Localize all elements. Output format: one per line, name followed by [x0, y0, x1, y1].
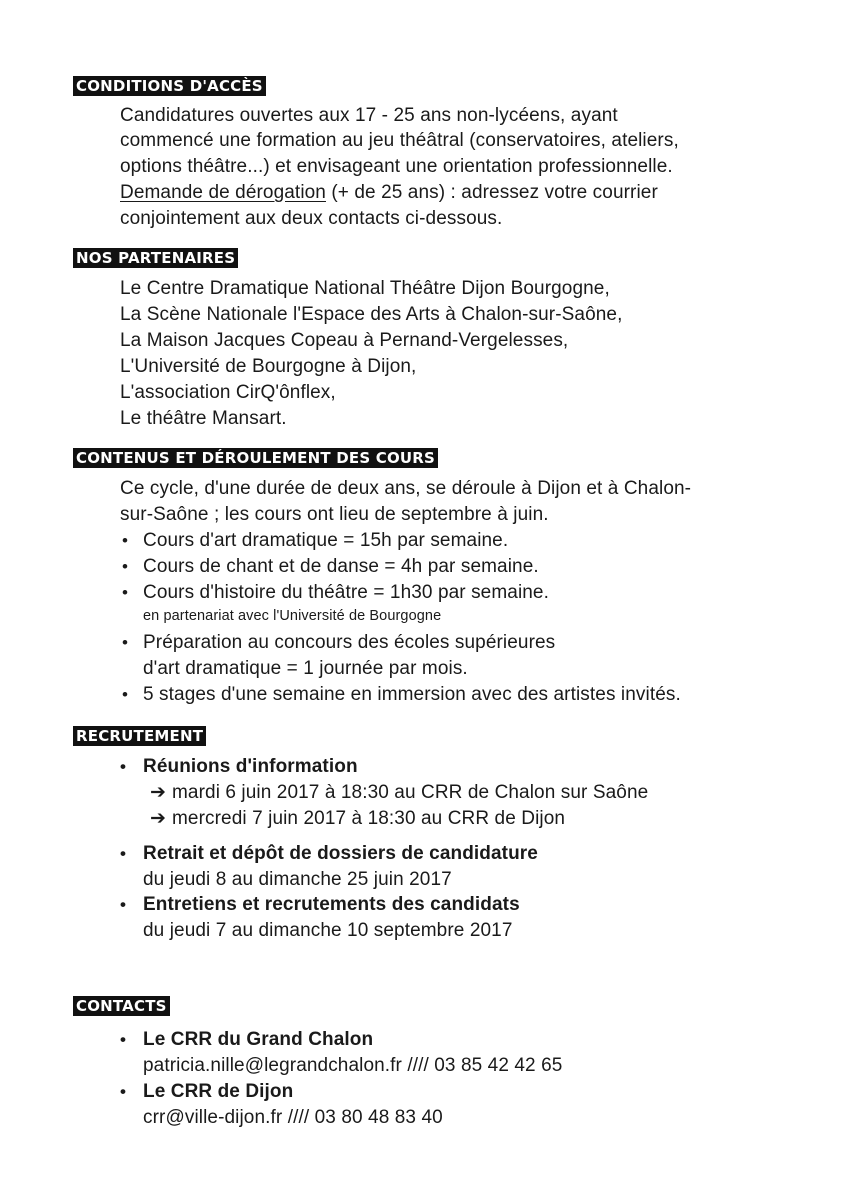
- meeting-2-text: mercredi 7 juin 2017 à 18:30 au CRR de Dijon: [172, 808, 566, 829]
- bullet-icon: •: [122, 531, 128, 550]
- conditions-line-5: conjointement aux deux contacts ci-dessous.: [120, 208, 503, 229]
- course-item-2: Cours de chant et de danse = 4h par semaine.: [143, 556, 539, 577]
- interviews-dates: du jeudi 7 au dimanche 10 septembre 2017: [143, 920, 513, 941]
- meeting-1: [150, 780, 648, 806]
- contacts-heading: [73, 996, 170, 1016]
- bullet-icon: •: [120, 895, 126, 914]
- courses-intro-line-1: Ce cycle, d'une durée de deux ans, se déroule à Dijon et à Chalon-: [120, 478, 692, 499]
- course-item-1: Cours d'art dramatique = 15h par semaine.: [143, 530, 509, 551]
- contacts-heading-text: CONTACTS: [76, 997, 167, 1015]
- meetings-title: Réunions d'information: [143, 756, 358, 777]
- derogation-link[interactable]: Demande de dérogation: [120, 182, 326, 203]
- partner-item: La Maison Jacques Copeau à Pernand-Vergelesses,: [120, 330, 569, 351]
- bullet-icon: •: [120, 1082, 126, 1101]
- bullet-icon: •: [120, 844, 126, 863]
- arrow-right-icon: ➔: [150, 808, 167, 829]
- courses-heading-text: CONTENUS ET DÉROULEMENT DES COURS: [76, 449, 436, 467]
- courses-intro-line-2: sur-Saône ; les cours ont lieu de septembre à juin.: [120, 504, 549, 525]
- bullet-icon: •: [122, 633, 128, 652]
- files-title: Retrait et dépôt de dossiers de candidature: [143, 843, 538, 864]
- meeting-2: [150, 806, 565, 832]
- conditions-line-4-rest: (+ de 25 ans) : adressez votre courrier: [325, 182, 658, 203]
- partners-heading-text: NOS PARTENAIRES: [76, 249, 236, 267]
- conditions-line-3: options théâtre...) et envisageant une orientation professionnelle.: [120, 156, 673, 177]
- course-item-3-note: en partenariat avec l'Université de Bourgogne: [143, 608, 442, 624]
- courses-heading: [73, 448, 438, 468]
- bullet-icon: •: [120, 1030, 126, 1049]
- contact-2-details[interactable]: crr@ville-dijon.fr //// 03 80 48 83 40: [143, 1107, 443, 1128]
- conditions-heading: [73, 76, 266, 96]
- partner-item: L'Université de Bourgogne à Dijon,: [120, 356, 417, 377]
- conditions-line-1: Candidatures ouvertes aux 17 - 25 ans non-lycéens, ayant: [120, 105, 618, 126]
- course-item-3: Cours d'histoire du théâtre = 1h30 par semaine.: [143, 582, 549, 603]
- contact-1-name: Le CRR du Grand Chalon: [143, 1029, 374, 1050]
- partner-item: L'association CirQ'ônflex,: [120, 382, 336, 403]
- bullet-icon: •: [120, 757, 126, 776]
- course-item-5: 5 stages d'une semaine en immersion avec des artistes invités.: [143, 684, 681, 705]
- partner-item: Le théâtre Mansart.: [120, 408, 287, 429]
- bullet-icon: •: [122, 557, 128, 576]
- conditions-line-4: [120, 180, 658, 206]
- recruitment-heading: [73, 726, 206, 746]
- meeting-1-text: mardi 6 juin 2017 à 18:30 au CRR de Chalon sur Saône: [172, 782, 649, 803]
- course-item-4-line-1: Préparation au concours des écoles supérieures: [143, 632, 556, 653]
- partner-item: La Scène Nationale l'Espace des Arts à Chalon-sur-Saône,: [120, 304, 623, 325]
- conditions-line-2: commencé une formation au jeu théâtral (conservatoires, ateliers,: [120, 130, 679, 151]
- partners-heading: [73, 248, 238, 268]
- contact-1-details[interactable]: patricia.nille@legrandchalon.fr //// 03 85 42 42 65: [143, 1055, 563, 1076]
- interviews-title: Entretiens et recrutements des candidats: [143, 894, 520, 915]
- files-dates: du jeudi 8 au dimanche 25 juin 2017: [143, 869, 452, 890]
- contact-2-name: Le CRR de Dijon: [143, 1081, 294, 1102]
- bullet-icon: •: [122, 583, 128, 602]
- partner-item: Le Centre Dramatique National Théâtre Dijon Bourgogne,: [120, 278, 610, 299]
- conditions-heading-text: CONDITIONS D'ACCÈS: [76, 77, 263, 95]
- course-item-4-line-2: d'art dramatique = 1 journée par mois.: [143, 658, 468, 679]
- bullet-icon: •: [122, 685, 128, 704]
- arrow-right-icon: ➔: [150, 782, 167, 803]
- recruitment-heading-text: RECRUTEMENT: [76, 727, 204, 745]
